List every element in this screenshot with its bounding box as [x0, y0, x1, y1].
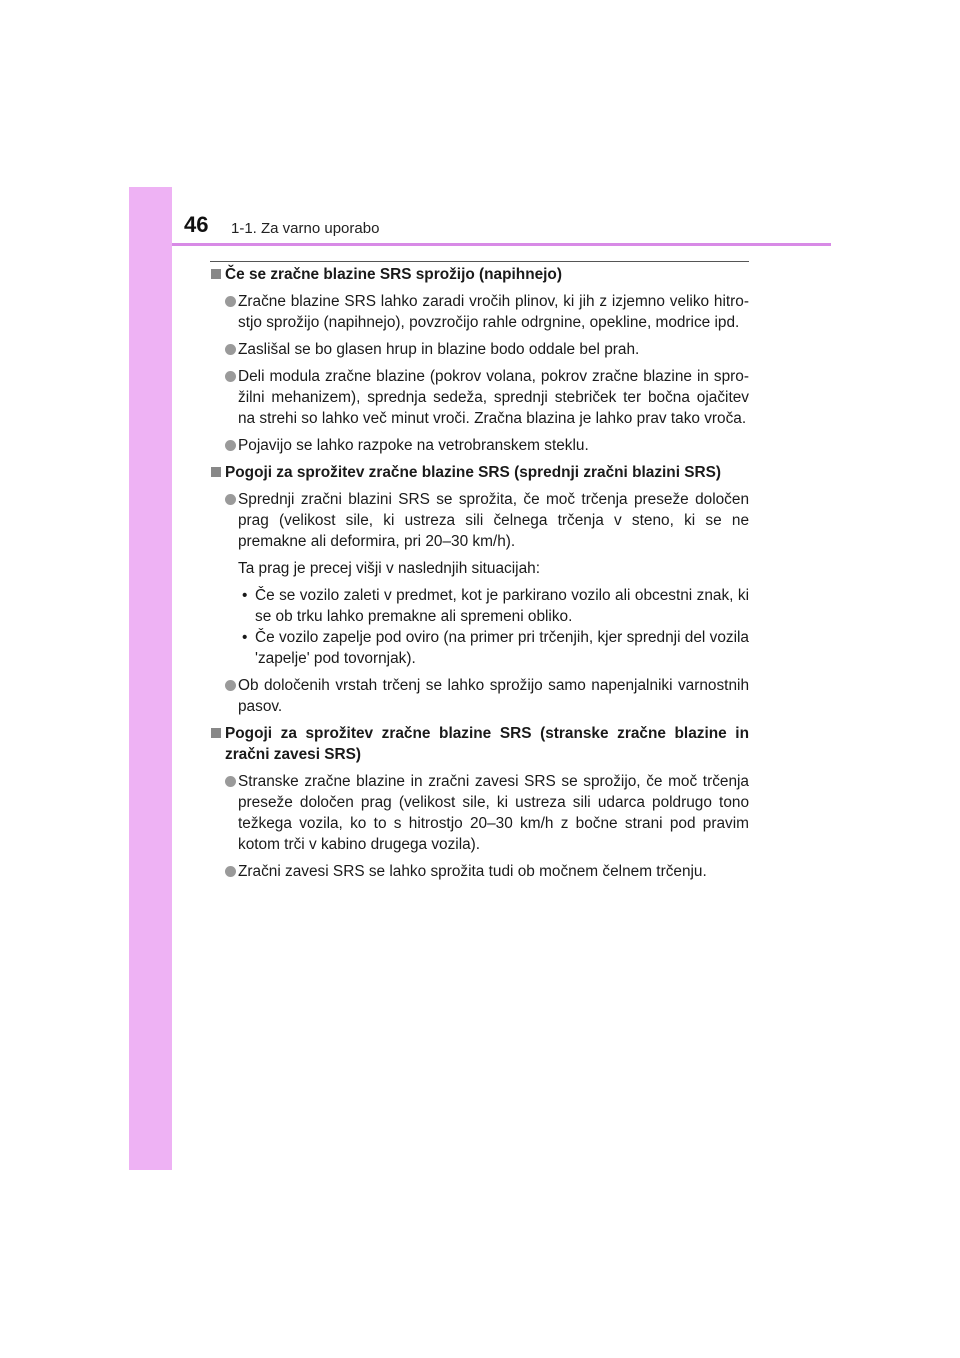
bullet-item: Deli modula zračne blazine (pokrov volana, pokrov zračne blazine in spro-žilni mehanizem), sprednja sedeža, sprednji stebriček ter bočna ojačitev na strehi so lahko več minut vroči. Zračna blazina je lahko prav tako vroča.: [210, 366, 749, 429]
page-number: 46: [184, 212, 209, 237]
section-title: 1-1. Za varno uporabo: [231, 220, 380, 237]
page-content: [210, 264, 749, 888]
sub-list-item: • Če vozilo zapelje pod oviro (na primer pri trčenjih, kjer sprednji del vozila 'zapelje' pod tovornjak).: [242, 629, 749, 667]
sub-list-item: • Če se vozilo zaleti v predmet, kot je parkirano vozilo ali obcestni znak, ki se ob trku lahko premakne ali spremeni obliko.: [242, 587, 749, 625]
header-rule: [172, 243, 831, 246]
chapter-sidebar-tab: [129, 187, 172, 1170]
section-heading: Če se zračne blazine SRS sprožijo (napihnejo): [210, 264, 749, 285]
section-heading: Pogoji za sprožitev zračne blazine SRS (sprednji zračni blazini SRS): [210, 462, 749, 483]
section-heading: Pogoji za sprožitev zračne blazine SRS (stranske zračne blazine in zračni zavesi SRS): [210, 723, 749, 765]
dot-mark-icon: •: [242, 629, 248, 646]
square-bullet-icon: [211, 728, 221, 738]
round-bullet-icon: [225, 866, 236, 877]
square-bullet-icon: [211, 467, 221, 477]
threshold-note: Ta prag je precej višji v naslednjih situacijah:: [238, 560, 540, 577]
bullet-item: Pojavijo se lahko razpoke na vetrobranskem steklu.: [210, 435, 749, 456]
bullet-item: Sprednji zračni blazini SRS se sprožita, če moč trčenja preseže določen prag (velikost sile, ki ustreza sili čelnega trčenja v steno, ki se ne premakne ali deformira, pri 20–30 km/h).: [210, 489, 749, 552]
round-bullet-icon: [225, 344, 236, 355]
bullet-item: Zračni zavesi SRS se lahko sprožita tudi ob močnem čelnem trčenju.: [210, 861, 749, 882]
square-bullet-icon: [211, 269, 221, 279]
round-bullet-icon: [225, 296, 236, 307]
content-divider: [210, 261, 749, 262]
round-bullet-icon: [225, 371, 236, 382]
bullet-item: Stranske zračne blazine in zračni zavesi SRS se sprožijo, če moč trčenja preseže določen prag (velikost sile, ki ustreza sili udarca poldrugo tono težkega vozila, ko to s hitrostjo 20–30 km/h z bočne strani pod pravim kotom trči v kabino drugega vozila).: [210, 771, 749, 855]
round-bullet-icon: [225, 440, 236, 451]
bullet-item: Zračne blazine SRS lahko zaradi vročih plinov, ki jih z izjemno veliko hitro-stjo sprožijo (napihnejo), povzročijo rahle odrgnine, opekline, modrice ipd.: [210, 291, 749, 333]
bullet-item: Zaslišal se bo glasen hrup in blazine bodo oddale bel prah.: [210, 339, 749, 360]
round-bullet-icon: [225, 680, 236, 691]
round-bullet-icon: [225, 494, 236, 505]
round-bullet-icon: [225, 776, 236, 787]
dot-mark-icon: •: [242, 587, 248, 604]
bullet-item: Ob določenih vrstah trčenj se lahko sprožijo samo napenjalniki varnostnih pasov.: [210, 675, 749, 717]
